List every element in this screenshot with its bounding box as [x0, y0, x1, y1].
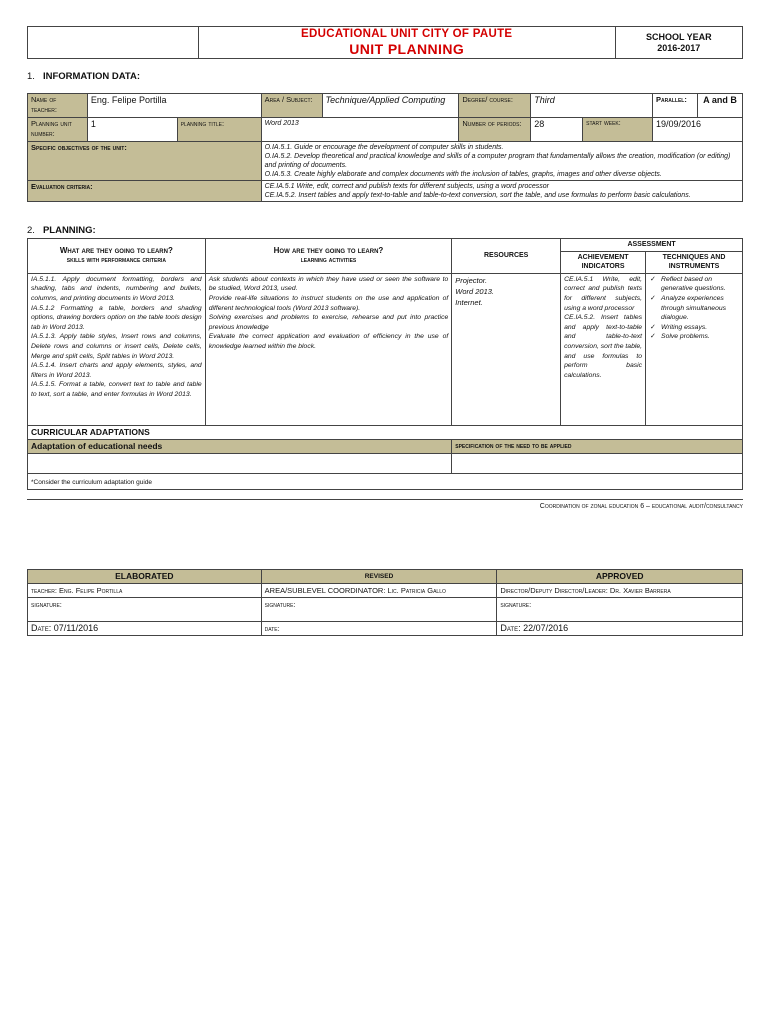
- school-year-value: 2016-2017: [657, 42, 701, 53]
- activity-item: Provide real-life situations to instruct students on the use and application of different technological tools (Word 2013 software).: [208, 294, 449, 312]
- activity-item: Ask students about contexts in which they have used or seen the software to be studied, Word 2013, used.: [208, 275, 449, 293]
- technique-item: ✓ Reflect based on generative questions.: [650, 275, 726, 293]
- parallel-label: Parallel:: [653, 94, 698, 118]
- technique-item: ✓ Solve problems.: [650, 333, 710, 341]
- skills-header-title: What are they going to learn?: [59, 246, 173, 256]
- techniques-cell: [646, 273, 743, 425]
- divider: [27, 499, 743, 500]
- unit-number-value: 1: [87, 118, 177, 142]
- skill-item: IA.5.1.4. Insert charts and apply elements, styles, and filters in Word 2013.: [31, 362, 202, 379]
- skills-header-sub: skills with performance criteria: [66, 256, 166, 264]
- information-table: [27, 93, 743, 202]
- document-title: UNIT PLANNING: [349, 41, 465, 57]
- activities-cell: [205, 273, 452, 425]
- check-icon: ✓: [650, 323, 656, 331]
- resource-item: Word 2013.: [455, 286, 495, 296]
- resource-item: Internet.: [455, 297, 483, 307]
- indicators-header: ACHIEVEMENT INDICATORS: [561, 251, 646, 273]
- director-signer: Director/Deputy Director/Leader: Dr. Xavier Barrera: [497, 584, 743, 598]
- criteria-item: CE.IA.5.2. Insert tables and apply text-to-table and table-to-text conversion, sort the table, and use formulas to perform basic calculations.: [264, 192, 691, 199]
- parallel-value: A and B: [697, 94, 742, 118]
- objective-item: O.IA.5.2. Develop theoretical and practical knowledge and skills of a computer program that fundamentally allows the creation, modification (or editing) and printing of documents.: [264, 153, 731, 169]
- skill-item: IA.5.1.1. Apply document formatting, borders and shading, tabs and indents, numbering and bullets, columns, and printing documents in Word 2013.: [31, 275, 202, 302]
- activity-item: Evaluate the correct application and evaluation of efficiency in the use of knowledge learned within the block.: [208, 333, 449, 350]
- coordination-footer: Coordination of zonal education 6 – educational audit/consultancy: [539, 503, 743, 510]
- resources-header: RESOURCES: [452, 239, 561, 274]
- section-2-heading: [27, 225, 96, 236]
- objectives-label: Specific objectives of the unit:: [28, 142, 262, 181]
- degree-value: Third: [531, 94, 653, 118]
- activities-header-sub: learning activities: [300, 256, 357, 264]
- adaptation-needs-cell: [28, 453, 452, 473]
- section-1-title: INFORMATION DATA:: [42, 71, 141, 82]
- planning-title-value: Word 2013: [261, 118, 459, 142]
- planning-title-label: planning title:: [177, 118, 261, 142]
- technique-item: ✓ Analyze experiences through simultaneous dialogue.: [650, 294, 727, 322]
- section-1-heading: [27, 71, 140, 82]
- resource-item: Projector.: [455, 275, 488, 285]
- curricular-adaptations-label: CURRICULAR ADAPTATIONS: [28, 425, 743, 439]
- area-value: Technique/Applied Computing: [322, 94, 459, 118]
- periods-value: 28: [531, 118, 583, 142]
- specification-cell: [452, 453, 743, 473]
- area-label: Area / Subject:: [261, 94, 322, 118]
- techniques-list: [649, 275, 739, 342]
- school-year-label: SCHOOL YEAR: [645, 31, 712, 42]
- indicator-item: CE.IA.5.1 Write, edit, correct and publish texts for different subjects, using a word processor: [564, 275, 643, 312]
- date-revised: date:: [261, 622, 497, 636]
- skill-item: IA.5.1.5. Format a table, convert text to table and table to text, sort a table, and enter formulas in Word 2013.: [31, 381, 202, 398]
- planning-table: [27, 238, 743, 490]
- curriculum-footnote: *Consider the curriculum adaptation guide: [28, 473, 743, 489]
- objectives-cell: [261, 142, 742, 181]
- check-icon: ✓: [650, 333, 656, 341]
- objective-item: O.IA.5.3. Create highly elaborate and complex documents with the inclusion of tables, graphs, images and other diverse objects.: [264, 171, 662, 178]
- section-2-title: PLANNING:: [42, 225, 96, 236]
- signature-table: [27, 569, 743, 636]
- criteria-cell: [261, 181, 742, 202]
- section-2-number: 2.: [27, 225, 35, 236]
- title-cell: [198, 27, 615, 59]
- skill-item: IA.5.1.2 Formatting a table, borders and shading options, drawing borders option on the table tools design tab in Word 2013.: [31, 304, 202, 331]
- school-year-cell: [615, 27, 742, 59]
- date-elaborated: Date: 07/11/2016: [28, 622, 262, 636]
- periods-label: Number of periods:: [459, 118, 531, 142]
- objective-item: O.IA.5.1. Guide or encourage the development of computer skills in students.: [264, 144, 504, 151]
- teacher-label: Name of teacher:: [28, 94, 88, 118]
- approved-header: APPROVED: [497, 570, 743, 584]
- criteria-item: CE.IA.5.1 Write, edit, correct and publish texts for different subjects, using a word processor: [264, 183, 549, 190]
- activities-header-title: How are they going to learn?: [273, 246, 384, 256]
- logo-cell: [28, 27, 199, 59]
- skill-item: IA.5.1.3. Apply table styles, Insert rows and columns, Delete rows and columns or insert cells, Delete cells, Merge and split cells, Split tables in Word 2013.: [31, 333, 202, 360]
- technique-item: ✓ Writing essays.: [650, 323, 708, 331]
- adaptation-needs-label: Adaptation of educational needs: [28, 439, 452, 453]
- criteria-label: Evaluation criteria:: [28, 181, 262, 202]
- techniques-header: TECHNIQUES AND INSTRUMENTS: [646, 251, 743, 273]
- revised-header: REVISED: [261, 570, 497, 584]
- assessment-header: ASSESSMENT: [561, 239, 743, 252]
- coordinator-signer: AREA/SUBLEVEL COORDINATOR: Lic. Patricia Gallo: [261, 584, 497, 598]
- signature-field: signature:: [28, 598, 262, 622]
- degree-label: Degree/ course:: [459, 94, 531, 118]
- start-week-label: start week:: [583, 118, 653, 142]
- resources-cell: [452, 273, 561, 425]
- header-table: [27, 26, 743, 59]
- date-approved: Date: 22/07/2016: [497, 622, 743, 636]
- check-icon: ✓: [650, 275, 656, 283]
- check-icon: ✓: [650, 294, 656, 302]
- indicators-cell: [561, 273, 646, 425]
- activities-header: [205, 239, 452, 274]
- teacher-value: Eng. Felipe Portilla: [87, 94, 261, 118]
- signature-field: signature:: [497, 598, 743, 622]
- section-1-number: 1.: [27, 71, 35, 82]
- unit-number-label: Planning unit number:: [28, 118, 88, 142]
- specification-label: specification of the need to be applied: [452, 439, 743, 453]
- start-week-value: 19/09/2016: [653, 118, 743, 142]
- activity-item: Solving exercises and problems to exercise, rehearse and put into practice previous knowledge: [208, 314, 449, 331]
- signature-field: signature:: [261, 598, 497, 622]
- skills-header: [28, 239, 206, 274]
- teacher-signer: teacher: Eng. Felipe Portilla: [28, 584, 262, 598]
- elaborated-header: ELABORATED: [28, 570, 262, 584]
- indicator-item: CE.IA.5.2. Insert tables and apply text-to-table and table-to-text conversion, sort the table, and use formulas to perform basic calculations.: [564, 314, 643, 379]
- school-name: EDUCATIONAL UNIT CITY OF PAUTE: [301, 28, 513, 40]
- skills-cell: [28, 273, 206, 425]
